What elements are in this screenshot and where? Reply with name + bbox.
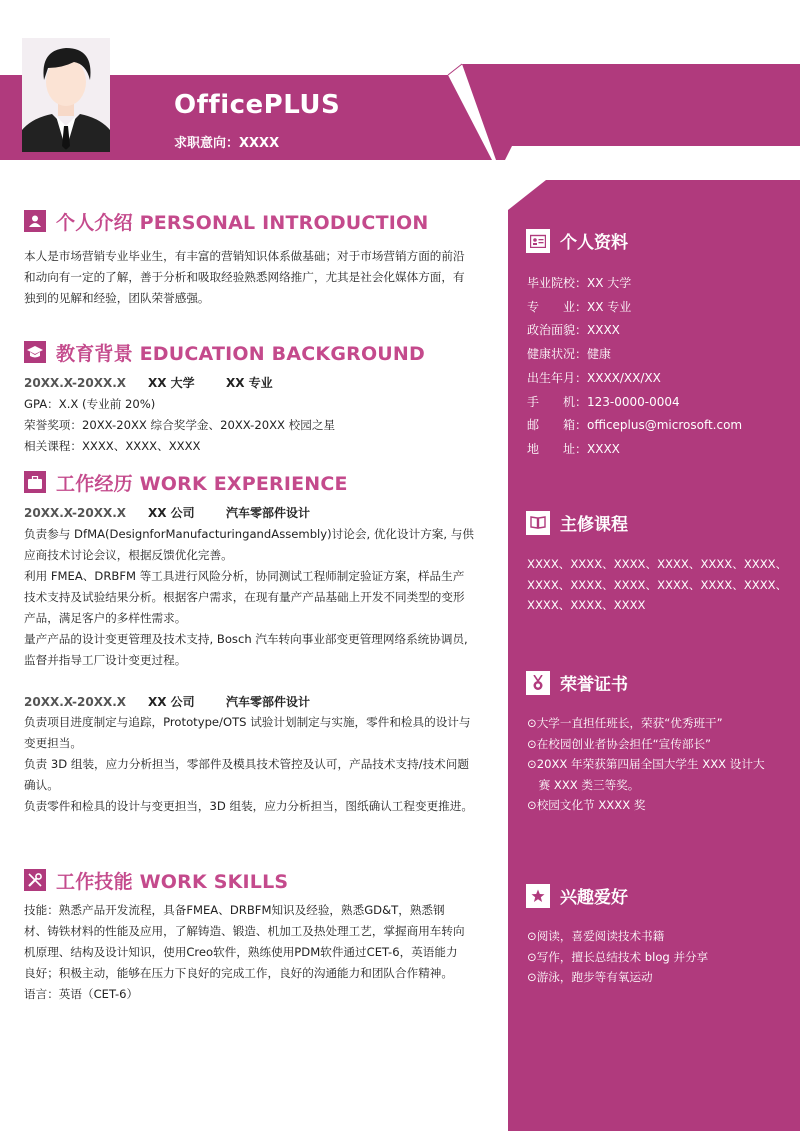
intro-section-title: 个人介绍 PERSONAL INTRODUCTION [24,208,428,234]
intro-text: 本人是市场营销专业毕业生，有丰富的营销知识体系做基础；对于市场营销方面的前沿 和动向有一定的了解，善于分析和吸取经验熟悉网络推广，尤其是社会化媒体方面，有 独到的见解和经验，团队荣誉感强。 [24,249,465,305]
book-icon [526,511,550,535]
person-icon [24,210,46,232]
courses-text: XXXX、XXXX、XXXX、XXXX、XXXX、XXXX、 XXXX、XXXX、XXXX、XXXX、XXXX、XXXX、 XXXX、XXXX、XXXX [527,557,788,612]
briefcase-icon [24,471,46,493]
star-icon [526,884,550,908]
profile-list: 毕业院校：XX 大学 专 业：XX 专业 政治面貌：XXXX 健康状况：健康 出生年月：XXXX/XX/XX 手 机：123-0000-0004 邮 箱：officeplus@microsoft.com 地 址：XXXX [527,276,743,456]
education-header-row: 20XX.X-20XX.X XX 大学 XX 专业 [24,376,273,390]
honors-section-title: 荣誉证书 [526,670,628,695]
tools-icon [24,869,46,891]
job-2-details: 负责项目进度制定与追踪，Prototype/OTS 试验计划制定与实施，零件和检具的设计与 变更担当。 负责 3D 组装，应力分析担当，零部件及模具技术管控及认可，产品技术支持/技术问题 确认。 负责零件和检具的设计与变更担当，3D 组装，应力分析担当，图纸确认工程变更推进。 [24,715,473,813]
education-section-title: 教育背景 EDUCATION BACKGROUND [24,339,425,365]
courses-section-title: 主修课程 [526,510,628,535]
job-1-header: 20XX.X-20XX.X XX 公司 汽车零部件设计 [24,506,311,520]
work-section-title: 工作经历 WORK EXPERIENCE [24,469,348,495]
skills-section-title: 工作技能 WORK SKILLS [24,867,288,893]
education-details: GPA：X.X (专业前 20%) 荣誉奖项：20XX-20XX 综合奖学金、20XX-20XX 校园之星 相关课程：XXXX、XXXX、XXXX [24,397,336,453]
job-2-header: 20XX.X-20XX.X XX 公司 汽车零部件设计 [24,695,311,709]
header-banner [0,60,800,170]
medal-icon [526,671,550,695]
candidate-name: OfficePLUS [174,90,341,120]
honors-list: ⊙大学一直担任班长，荣获“优秀班干” ⊙在校园创业者协会担任“宣传部长” ⊙20XX 年荣获第四届全国大学生 XXX 设计大 赛 XXX 类三等奖。 ⊙校园文化节 XXXX 奖 [527,716,765,812]
hobbies-section-title: 兴趣爱好 [526,883,628,908]
skills-text: 技能：熟悉产品开发流程，具备FMEA、DRBFM知识及经验，熟悉GD&T，熟悉钢 材、铸铁材料的性能及应用，了解铸造、锻造、机加工及热处理工艺，掌握商用车转向 机原理、结构及设计知识，使用Creo软件，熟练使用PDM软件通过CET-6，英语能力 良好；积极主动，能够在压力下良好的完成工作，良好的沟通能力和团队合作精神。 语言：英语（CET-6） [24,903,465,1001]
avatar [22,38,110,152]
graduation-cap-icon [24,341,46,363]
job-1-details: 负责参与 DfMA(DesignforManufacturingandAssembly)讨论会, 优化设计方案, 与供 应商技术讨论会议，根据反馈优化完善。 利用 FMEA、DRBFM 等工具进行风险分析，协同测试工程师制定验证方案，样品生产 技术支持及试验结果分析。根据客户需求，在现有量产产品基础上开发不同类型的变形 产品，满足客户的多样性需求。 量产产品的设计变更管理及技术支持, Bosch 汽车转向事业部变更管理网络系统协调员, 监督并指导工厂设计变更过程。 [24,527,474,667]
id-card-icon [526,229,550,253]
hobbies-list: ⊙阅读，喜爱阅读技术书籍 ⊙写作，擅长总结技术 blog 并分享 ⊙游泳，跑步等有氧运动 [527,929,709,984]
profile-section-title: 个人资料 [526,228,628,253]
job-intent: 求职意向：XXXX [174,136,280,151]
